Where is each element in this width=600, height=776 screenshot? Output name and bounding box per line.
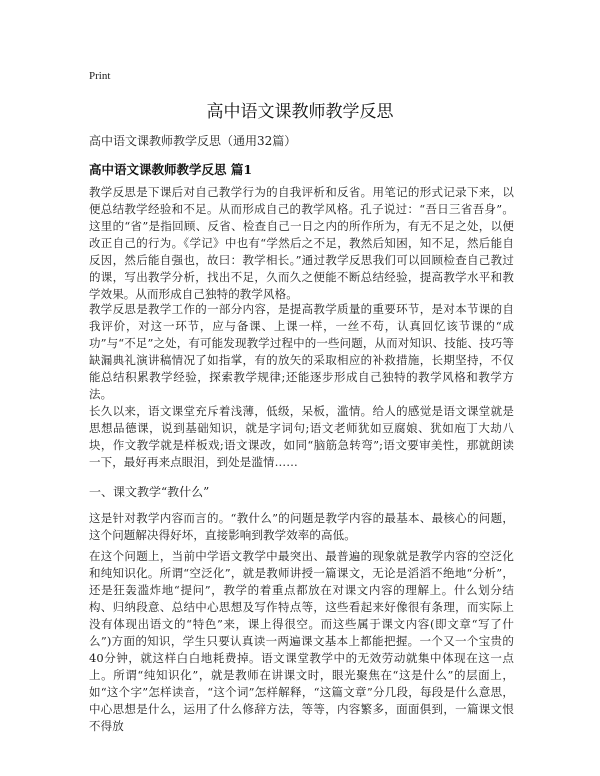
paragraph: 教学反思是下课后对自己教学行为的自我评析和反省。用笔记的形式记录下来，以便总结教学经验和不足。从而形成自己的教学风格。孔子说过：“吾日三省吾身”。这里的“省”是指回顾、反省、检查自己一日之内的所作所为，有无不足之处，以便改正自己的行为。《学记》中也有“学然后之不足，教然后知困，知不足，然后能自反因，然后能自强也，故曰：教学相长。”通过教学反思我们可以回顾检查自己教过的课，写出教学分析，找出不足，久而久之便能不断总结经验，提高教学水平和教学效果。从而形成自己独特的教学风格。 — [89, 185, 514, 301]
paragraph: 在这个问题上，当前中学语文教学中最突出、最普遍的现象就是教学内容的空泛化和纯知识化。所谓“空泛化”，就是教师讲授一篇课文，无论是滔滔不绝地“分析”，还是狂轰滥炸地“提问”，教学的着重点都放在对课文内容的理解上。什么划分结构、归纳段意、总结中心思想及写作特点等，这些看起来好像很有条理，而实际上没有体现出语文的“特色”来，课上得很空。而这些属于课文内容(即文章“写了什么”)方面的知识，学生只要认真读一两遍课文基本上都能把握。一个又一个宝贵的40分钟，就这样白白地耗费掉。语文课堂教学中的无效劳动就集中体现在这一点上。所谓“纯知识化”，就是教师在讲课文时，眼光聚焦在“这是什么”的层面上，如“这个字”怎样读音，“这个词”怎样解释，“这篇文章”分几段，每段是什么意思，中心思想是什么，运用了什么修辞方法，等等，内容繁多，面面俱到，一篇课文恨不得放 — [89, 549, 514, 733]
paragraph: 长久以来，语文课堂充斥着浅薄，低级，呆板，滥情。给人的感觉是语文课堂就是思想品德课，说到基础知识，就是字词句;语文老师犹如豆腐娘、犹如庖丁大劫八块，作文教学就是样板戏;语文课改，如同“脑筋急转弯”;语文要审美性，那就朗读一下，最好再来点眼泪，到处是滥情…… — [89, 404, 514, 469]
document-subtitle: 高中语文课教师教学反思（通用32篇） — [89, 134, 297, 148]
print-link[interactable]: Print — [89, 70, 111, 82]
paragraph: 这是针对教学内容而言的。“教什么”的问题是教学内容的最基本、最核心的问题，这个问题解决得好坏，直接影响到教学效率的高低。 — [89, 511, 514, 542]
paragraph: 教学反思是教学工作的一部分内容，是提高教学质量的重要环节，是对本节课的自我评价，对这一环节，应与备课、上课一样，一丝不苟，认真回忆该节课的“成功”与“不足”之处，有可能发现教学过程中的一些问题，从而对知识、技能、技巧等缺漏典礼演讲稿情况了如指掌，有的放矢的采取相应的补救措施，长期坚持，不仅能总结积累教学经验，探索教学规律;还能逐步形成自己独特的教学风格和教学方法。 — [89, 302, 514, 401]
sub-heading: 一、课文教学“教什么” — [89, 485, 210, 499]
document-title: 高中语文课教师教学反思 — [206, 102, 394, 122]
section-heading: 高中语文课教师教学反思 篇1 — [89, 162, 253, 177]
